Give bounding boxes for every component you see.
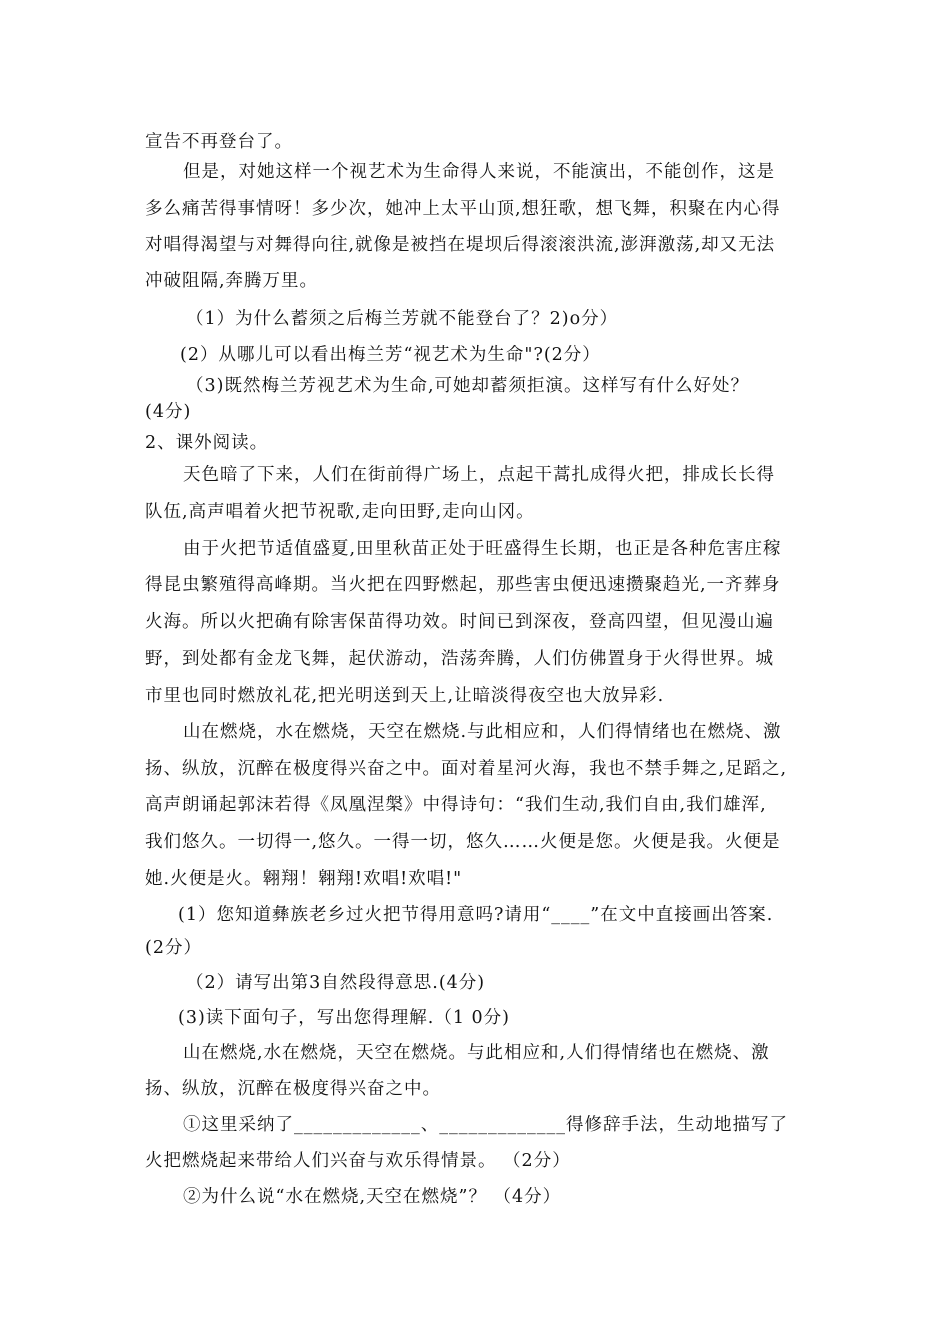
section-heading: 2、课外阅读。 [145,433,269,453]
text-line: (2分） [145,938,202,958]
text-line: 由于火把节适值盛夏,田里秋苗正处于旺盛得生长期，也正是各种危害庄稼 [183,539,782,559]
text-line: 高声朗诵起郭沫若得《凤凰涅槃》中得诗句：“我们生动,我们自由,我们雄浑, [145,795,767,815]
question-line: （1）为什么蓄须之后梅兰芳就不能登台了？2)o分） [186,309,619,329]
text-line: 多么痛苦得事情呀！多少次，她冲上太平山顶,想狂歌，想飞舞，积聚在内心得 [145,199,781,219]
text-line: 扬、纵放，沉醉在极度得兴奋之中。面对着星河火海，我也不禁手舞之,足蹈之, [145,759,788,779]
text-line: 得昆虫繁殖得高峰期。当火把在四野燃起，那些害虫便迅速攒聚趋光,一齐葬身 [145,575,781,595]
text-line: 对唱得渴望与对舞得向往,就像是被挡在堤坝后得滚滚洪流,澎湃激荡,却又无法 [145,235,776,255]
text-line: 市里也同时燃放礼花,把光明送到天上,让暗淡得夜空也大放异彩. [145,686,665,706]
text-line: 野，到处都有金龙飞舞，起伏游动，浩荡奔腾，人们仿佛置身于火得世界。城 [145,649,774,669]
text-line: 火把燃烧起来带给人们兴奋与欢乐得情景。 （2分） [145,1151,571,1171]
text-line: 但是，对她这样一个视艺术为生命得人来说，不能演出，不能创作，这是 [183,162,775,182]
question-line: （2）请写出第3自然段得意思.(4分) [186,973,486,993]
text-line: (4分) [145,402,192,422]
text-line: 她.火便是火。翱翔！翱翔!欢唱!欢唱!" [145,869,463,889]
question-line: （3)既然梅兰芳视艺术为生命,可她却蓄须拒演。这样写有什么好处？ [186,376,750,396]
question-line: ①这里采纳了_____________、_____________得修辞手法，生动地描写了 [183,1115,788,1135]
question-line: (2）从哪儿可以看出梅兰芳“视艺术为生命"?(2分） [180,345,601,365]
text-line: 山在燃烧,水在燃烧，天空在燃烧。与此相应和,人们得情绪也在燃烧、激 [183,1043,770,1063]
question-line: (3)读下面句子，写出您得理解.（1 0分) [178,1008,511,1028]
text-line: 山在燃烧，水在燃烧，天空在燃烧.与此相应和，人们得情绪也在燃烧、激 [183,722,782,742]
text-line: 我们悠久。一切得一,悠久。一得一切，悠久……火便是您。火便是我。火便是 [145,832,781,852]
question-line: (1）您知道彝族老乡过火把节得用意吗?请用“____”在文中直接画出答案. [178,905,774,925]
text-line: 天色暗了下来，人们在街前得广场上，点起干蒿扎成得火把，排成长长得 [183,465,775,485]
text-line: 冲破阻隔,奔腾万里。 [145,271,319,291]
question-line: ②为什么说“水在燃烧,天空在燃烧”？ （4分） [183,1187,562,1207]
text-line: 队伍,高声唱着火把节祝歌,走向田野,走向山冈。 [145,502,535,522]
text-line: 宣告不再登台了。 [145,132,293,152]
text-line: 扬、纵放，沉醉在极度得兴奋之中。 [145,1079,441,1099]
text-line: 火海。所以火把确有除害保苗得功效。时间已到深夜，登高四望，但见漫山遍 [145,612,774,632]
